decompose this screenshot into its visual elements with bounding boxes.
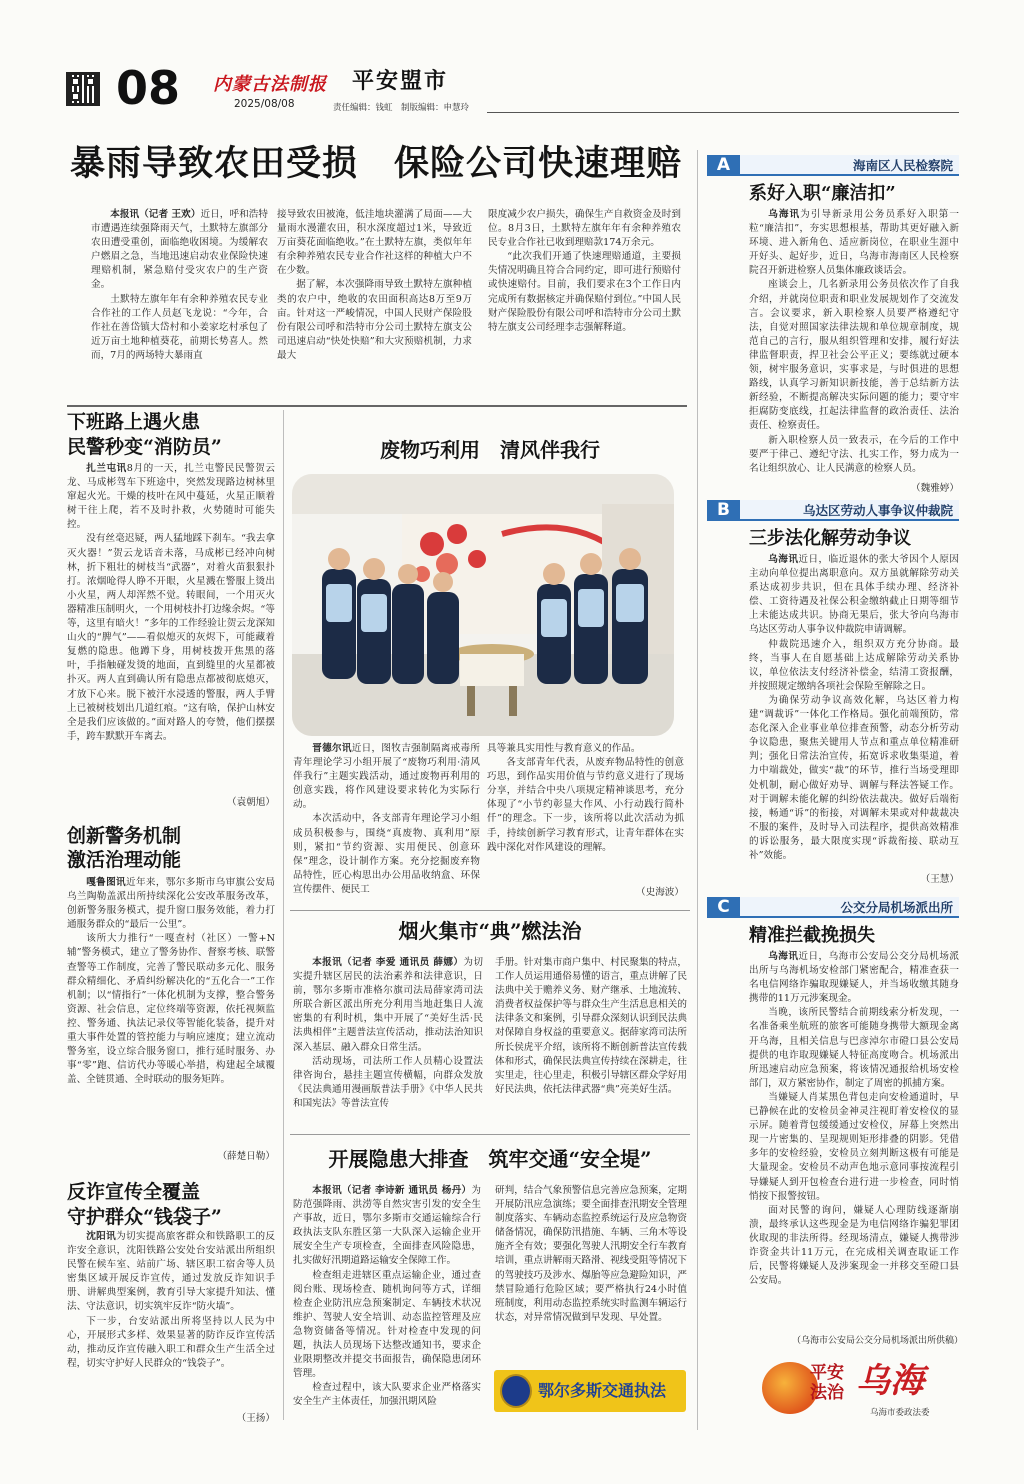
police-mech-headline: 创新警务机制 激活治理动能 — [67, 825, 182, 871]
promo-line-1: 平安 — [810, 1363, 844, 1383]
lead-col-2: 接导致农田被淹，低洼地块灌满了局面——大量雨水漫灌农田，积水深度超过1米，导致近万亩葵花面临绝收。”在土默特左旗，类似年年有余种养殖农民专业合作社这样的种植大户不在少数。 据了解，本次强降雨导致土默特左旗种植类的农户中，绝收的农田面积高达8万至9万亩。针对这一严峻情况，中国人民财产保险股份有限公司呼和浩特市分公司土默特左旗支公司迅速启动“快处快赔”和大灾预赔机制，力求最大 — [277, 209, 472, 361]
traffic-col-2: 研判，结合气象预警信息完善应急预案，定期开展防汛应急演练；要全面排查汛期安全管理制度落实、车辆动态监控系统运行及应急物资储备情况，确保防汛措施、车辆、三角木等设施齐全有效；要强化驾驶人汛期安全行车教育培训，重点讲解雨天路滑、视线受阻等情况下的驾驶技巧及涉水、爆胎等应急避险知识，严禁冒险通行危险区域；要严格执行24小时值班制度，利用动态监控系统实时监测车辆运行状态，对异常情况做到早发现、早处置。 — [495, 1185, 687, 1323]
lead-dateline: 本报讯（记者 王欢） — [110, 209, 201, 220]
enforcement-badge-icon — [500, 1374, 532, 1408]
police-mech-byline: （薛楚日勒） — [217, 1151, 275, 1162]
section-c-name: 公交分局机场派出所 — [840, 900, 953, 915]
section-c-byline: （乌海市公安局公交分局机场派出所供稿） — [791, 1336, 963, 1346]
section-a-bar — [707, 155, 959, 176]
section-b-name: 乌达区劳动人事争议仲裁院 — [802, 503, 953, 518]
section-b-byline: （王慧） — [920, 874, 959, 885]
editor-credit: 责任编辑：钱虹 制版编辑：申慧玲 — [333, 103, 470, 113]
section-b-body: 乌海讯近日，临近退休的张大爷因个人原因主动向单位提出离职意向。双方虽就解除劳动关系达成初步共识，但在具体手续办理、经济补偿、工资待遇及社保公积金缴纳截止日期等细节上未能达成共识。协商无果后，张大爷向乌海市乌达区劳动人事争议仲裁院申请调解。 仲裁院迅速介入，组织双方充分协商。最终，当事人在自愿基础上达成解除劳动关系协议，单位依法支付经济补偿金，结清工资报酬，并按照规定缴纳各项社会保险至解除之日。 为确保劳动争议高效化解，乌达区着力构建“调裁诉”一体化工作格局。强化前端预防，常态化深入企业事业单位排查预警，动态分析劳动争议隐患，聚焦关键用人节点和重点单位精准研判；强化日常法治宣传，拓宽诉求收集渠道，着力中端裁处，做实“裁”的环节，推行当场受理即处机制，耐心做好劝导、调解与释法答疑工作。对于调解未能化解的纠纷依法裁决。做好后端衔接，畅通“诉”的衔接，对调解未果或对仲裁裁决不服的案件，及时导入司法程序，提供高效精准的诉讼服务，最大限度实现“诉裁衔接、联动互补”效能。 — [749, 554, 959, 861]
officers-viewing-craft-photo — [292, 474, 674, 736]
page-number: 08 — [116, 61, 181, 115]
section-a-name: 海南区人民检察院 — [852, 158, 953, 173]
lead-col-3: 限度减少农户损失，确保生产自救资金及时到位。8月3日，土默特左旗年年有余种养殖农民专业合作社已收到理赔款174万余元。 “此次我们开通了快速理赔通道，主要损失情况明确且符合合同约定，即可进行预赔付或快速赔付。目前，我们要求在3个工作日内完成所有数据核定并确保赔付到位。”中国人民财产保险股份有限公司呼和浩特市分公司土默特左旗支公司经理李志强解释道。 — [488, 209, 681, 333]
promo-block — [760, 1358, 960, 1420]
lead-col-1: 本报讯（记者 王欢）近日，呼和浩特市遭遇连续强降雨天气，土默特左旗部分农田遭受重创，面临绝收困境。为缓解农户燃眉之急，当地迅速启动农业保险快速理赔机制，紧急赔付受灾农户的生产资金。 土默特左旗年年有余种养殖农民专业合作社的工作人员赵飞龙说：“今年，合作社在善岱镇大岱村和小姜家圪村承包了近万亩土地种植葵花，前期长势喜人。然而，7月的两场特大暴雨直 — [91, 209, 268, 361]
promo-line-2: 法治 — [810, 1383, 844, 1403]
section-c-body: 乌海讯近日，乌海市公安局公交分局机场派出所与乌海机场安检部门紧密配合，精准查获一名电信网络诈骗取现嫌疑人，并当场收缴其随身携带的11万元涉案现金。 当晚，该所民警结合前期线索分析发现，一名准备乘坐航班的旅客可能随身携带大额现金离开乌海，且相关信息与巴彦淖尔市磴口县公安局提供的电诈取现嫌疑人特征高度吻合。机场派出所迅速启动应急预案，将该情况通报给机场安检部门，双方紧密协作，制定了周密的抓捕方案。 当嫌疑人肖某黑色背包走向安检通道时，早已静候在此的安检员金神灵注视盯着安检仪的显示屏。随着背包缓缓通过安检仪，屏幕上突然出现一片密集的、呈现规则矩形排叠的阴影。凭借多年的安检经验，安检员立刻判断这极有可能是大量现金。安检员不动声色地示意同事按流程引导嫌疑人到开包检查台进行进一步检查，同时悄悄按下报警按钮。 面对民警的询问，嫌疑人心理防线逐渐崩溃，最终承认这些现金是为电信网络诈骗犯罪团伙取现的非法所得。经现场清点，嫌疑人携带涉诈资金共计11万元，在完成相关调查取证工作后，民警将嫌疑人及涉案现金一并移交至磴口县公安局。 — [749, 951, 959, 1287]
section-b-bar — [707, 500, 959, 521]
fireworks-col-1: 本报讯（记者 李爱 通讯员 薛娜）为切实提升辖区居民的法治素养和法律意识，日前，鄂尔多斯市准格尔旗司法局薛家湾司法所联合新区派出所充分利用当地赶集日人流密集的有利时机，集中开展了“美好生活·民法典相伴”主题普法宣传活动，推动法治知识深入基层、融入群众日常生活。 活动现场，司法所工作人员精心设置法律咨询台，悬挂主题宣传横幅，向群众发放《民法典通用漫画版普法手册》《中华人民共和国宪法》等普法宣传 — [293, 957, 483, 1109]
anti-fraud-body: 沈阳讯为切实提高旅客群众和铁路职工的反诈安全意识，沈阳铁路公安处台安站派出所组织民警在候车室、站前广场、辖区职工宿舍等人员密集区域开展反诈宣传，通过发放反诈知识手册、讲解典型案例，教育引导大家提升知法、懂法、守法意识，切实筑牢反诈“防火墙”。 下一步，台安站派出所将坚持以人民为中心，开展形式多样、效果显著的防诈反诈宣传活动，推动反诈宣传融入职工和群众生产生活全过程，切实守护好人民群众的“钱袋子”。 — [67, 1231, 275, 1369]
right-column-rule — [697, 150, 698, 1430]
section-title: 平安盟市 — [352, 68, 449, 94]
paper-logo: 内蒙古法制报 — [213, 74, 327, 95]
recycle-headline: 废物巧利用 清风伴我行 — [380, 438, 600, 462]
promo-org: 乌海市委政法委 — [870, 1408, 930, 1418]
lead-headline: 暴雨导致农田受损 保险公司快速理赔 — [70, 143, 683, 184]
police-mech-body: 嘎鲁图讯近年来，鄂尔多斯市乌审旗公安局乌兰陶勒盖派出所持续深化公安改革服务改革，创新警务服务模式，提升窗口服务效能，着力打通服务群众的“最后一公里”。 该所大力推行“一嘎查村（社区）一警+N辅”警务模式，建立了警务协作、督察考核、联警查警等工作制度，完善了警民联动多元化、服务群众精细化、矛盾纠纷解决化的“五化合一”工作机制；以“情指行”一体化机制为支撑，整合警务资源、社会信息，定位终端等资源，依托视频监控、警务通、执法记录仪等智能化装备，提升对重大事件处置的管控能力与响应速度；建立流动警务室，设立综合服务窗口，推行延时服务、办事“零”跑、信访代办等暖心举措，构建起全域覆盖、全链贯通、全时联动的服务矩阵。 — [67, 877, 275, 1086]
firefighter-byline: （袁朝旭） — [227, 797, 275, 808]
recycle-col-1: 晋德尔讯近日，图牧吉强制隔离戒毒所青年理论学习小组开展了“废物巧利用·清风伴我行”主题实践活动，通过废物再利用的创意实践，将作风建设要求转化为实际行动。 本次活动中，各支部青年理论学习小组成员积极参与，围绕“真废物、真利用”原则，紧扣“节约资源、实用便民、创意环保”理念，设计制作方案。充分挖掘废弃物品特性，匠心构思出办公用品收纳盒、环保宣传摆件、便民工 — [293, 743, 480, 895]
fireworks-rule — [290, 1134, 690, 1135]
fireworks-col-2: 手册。针对集市商户集中、村民聚集的特点，工作人员运用通俗易懂的语言，重点讲解了民法典中关于赡养义务、财产继承、土地流转、消费者权益保护等与群众生产生活息息相关的法律条文和案例，引导群众深刻认识到民法典对保障自身权益的重要意义。据薛家湾司法所所长侯虎平介绍，该所将不断创新普法宣传载体和形式，确保民法典宣传持续在深耕走，往实里走，往心里走，积极引导辖区群众学好用好民法典，依托法律武器“典”亮美好生活。 — [495, 957, 687, 1095]
anti-fraud-headline: 反诈宣传全覆盖 守护群众“钱袋子” — [67, 1181, 222, 1228]
section-c-bar — [707, 897, 959, 918]
traffic-enforcement-logo — [494, 1370, 686, 1412]
promo-big-text: 乌海 — [856, 1361, 924, 1401]
firefighter-headline: 下班路上遇火患 民警秒变“消防员” — [67, 411, 222, 458]
fireworks-headline: 烟火集市“典”燃法治 — [398, 919, 582, 943]
qr-code-icon[interactable] — [66, 72, 100, 106]
section-c-letter: C — [707, 897, 740, 918]
section-a-letter: A — [707, 155, 740, 176]
traffic-logo-text: 鄂尔多斯交通执法 — [538, 1381, 667, 1400]
firefighter-body: 扎兰屯讯8月的一天，扎兰屯警民民警贺云龙、马成彬驾车下班途中，突然发现路边树林里窜起火光。干燥的枝叶在风中蔓延，火星正顺着树干往上爬，若不及时扑救，火势随时可能失控。 没有丝毫迟疑，两人猛地踩下刹车。“我去拿灭火器！”贺云龙话音未落，马成彬已经冲向树林，折下粗壮的树枝当“武器”，对着火苗狠狠扑打。浓烟呛得人睁不开眼，火星溅在警服上烫出小火星，两人却浑然不觉。转眼间，一个用灭火器精准压制明火，一个用树枝扑打边缘余烬。“等等，这里有暗火！”多年的工作经验让贺云龙深知山火的“脾气”——看似熄灭的灰烬下，可能藏着复燃的隐患。他蹲下身，用树枝拨开焦黑的落叶，手指触碰发烫的地面，直到缝里的火星都被扑灭。两人直到确认所有隐患点都被彻底熄灭，才放下心来。脱下被汗水浸透的警服，两人手臂上已被树枝划出几道红痕。“这有啥，保护山林安全是我们应该做的。”面对路人的夸赞，他们摆摆手，跨车默默开车离去。 — [67, 463, 275, 742]
masthead-rule — [487, 112, 959, 113]
section-a-headline: 系好入职“廉洁扣” — [749, 183, 896, 204]
traffic-col-1: 本报讯（记者 李诗新 通讯员 杨丹）为防范强降雨、洪涝等自然灾害引发的安全生产事故，近日，鄂尔多斯市交通运输综合行政执法支队东胜区第一大队深入运输企业开展安全生产专项检查，全面排查风险隐患，扎实做好汛期道路运输安全保障工作。 检查组走进辖区重点运输企业，通过查阅台账、现场检查、随机询问等方式，详细检查企业防汛应急预案制定、车辆技术状况维护、驾驶人安全培训、动态监控管理及应急物资储备等情况。针对检查中发现的问题，执法人员现场下达整改通知书，要求企业限期整改并提交书面报告，确保隐患闭环管理。 检查过程中，该大队要求企业严格落实安全生产主体责任，加强汛期风险 — [293, 1185, 481, 1408]
recycle-byline: （史海波） — [636, 887, 684, 898]
left-column-rule — [283, 410, 284, 1420]
section-b-letter: B — [707, 500, 740, 521]
recycle-col-2: 具等兼具实用性与教育意义的作品。 各支部青年代表，从废弃物品特性的创意巧思，到作品实用价值与节约意义进行了现场分享，并结合中央八项规定精神谈思考，充分体现了“小节约彰显大作风、小行动践行简朴仟”的理念。下一步，该所将以此次活动为抓手，持续创新学习教育形式，让青年群体在实践中深化对作风建设的理解。 — [487, 743, 684, 853]
section-c-headline: 精准拦截挽损失 — [749, 925, 875, 946]
traffic-headline: 开展隐患大排查 筑牢交通“安全堤” — [328, 1147, 652, 1171]
issue-date: 2025/08/08 — [234, 98, 295, 110]
section-b-headline: 三步法化解劳动争议 — [749, 528, 911, 549]
anti-fraud-byline: （王扬） — [236, 1413, 275, 1424]
recycle-rule — [290, 910, 690, 911]
section-a-body: 乌海讯为引导新录用公务员系好入职第一粒“廉洁扣”，夯实思想根基，帮助其更好融入新环境、进入新角色、适应新岗位，在职业生涯中开好头、起好步，近日，乌海市海南区人民检察院召开新进检察人员集体廉政谈话会。 座谈会上，几名新录用公务员依次作了自我介绍，并就岗位职责和职业发展规划作了交流发言。会议要求，新入职检察人员要严格遵纪守法，自觉对照国家法律法规和单位规章制度，规范自己的言行，服从组织管理和安排，履行好法律监督职责，捍卫社会公平正义；要练就过硬本领，树牢服务意识，实事求是，与时俱进的思想路线，认真学习新知识新技能，善于总结新方法新经验，不断提高解决实际问题的能力；要守牢拒腐防变底线，扛起法律监督的政治责任、法治责任、检察责任。 新入职检察人员一致表示，在今后的工作中要严于律己、遵纪守法、扎实工作，努力成为一名让组织放心、让人民满意的检察人员。 — [749, 209, 959, 474]
section-a-byline: （魏雅婷） — [911, 483, 959, 494]
lead-story-rule — [67, 405, 687, 407]
recycle-photo — [292, 474, 674, 736]
